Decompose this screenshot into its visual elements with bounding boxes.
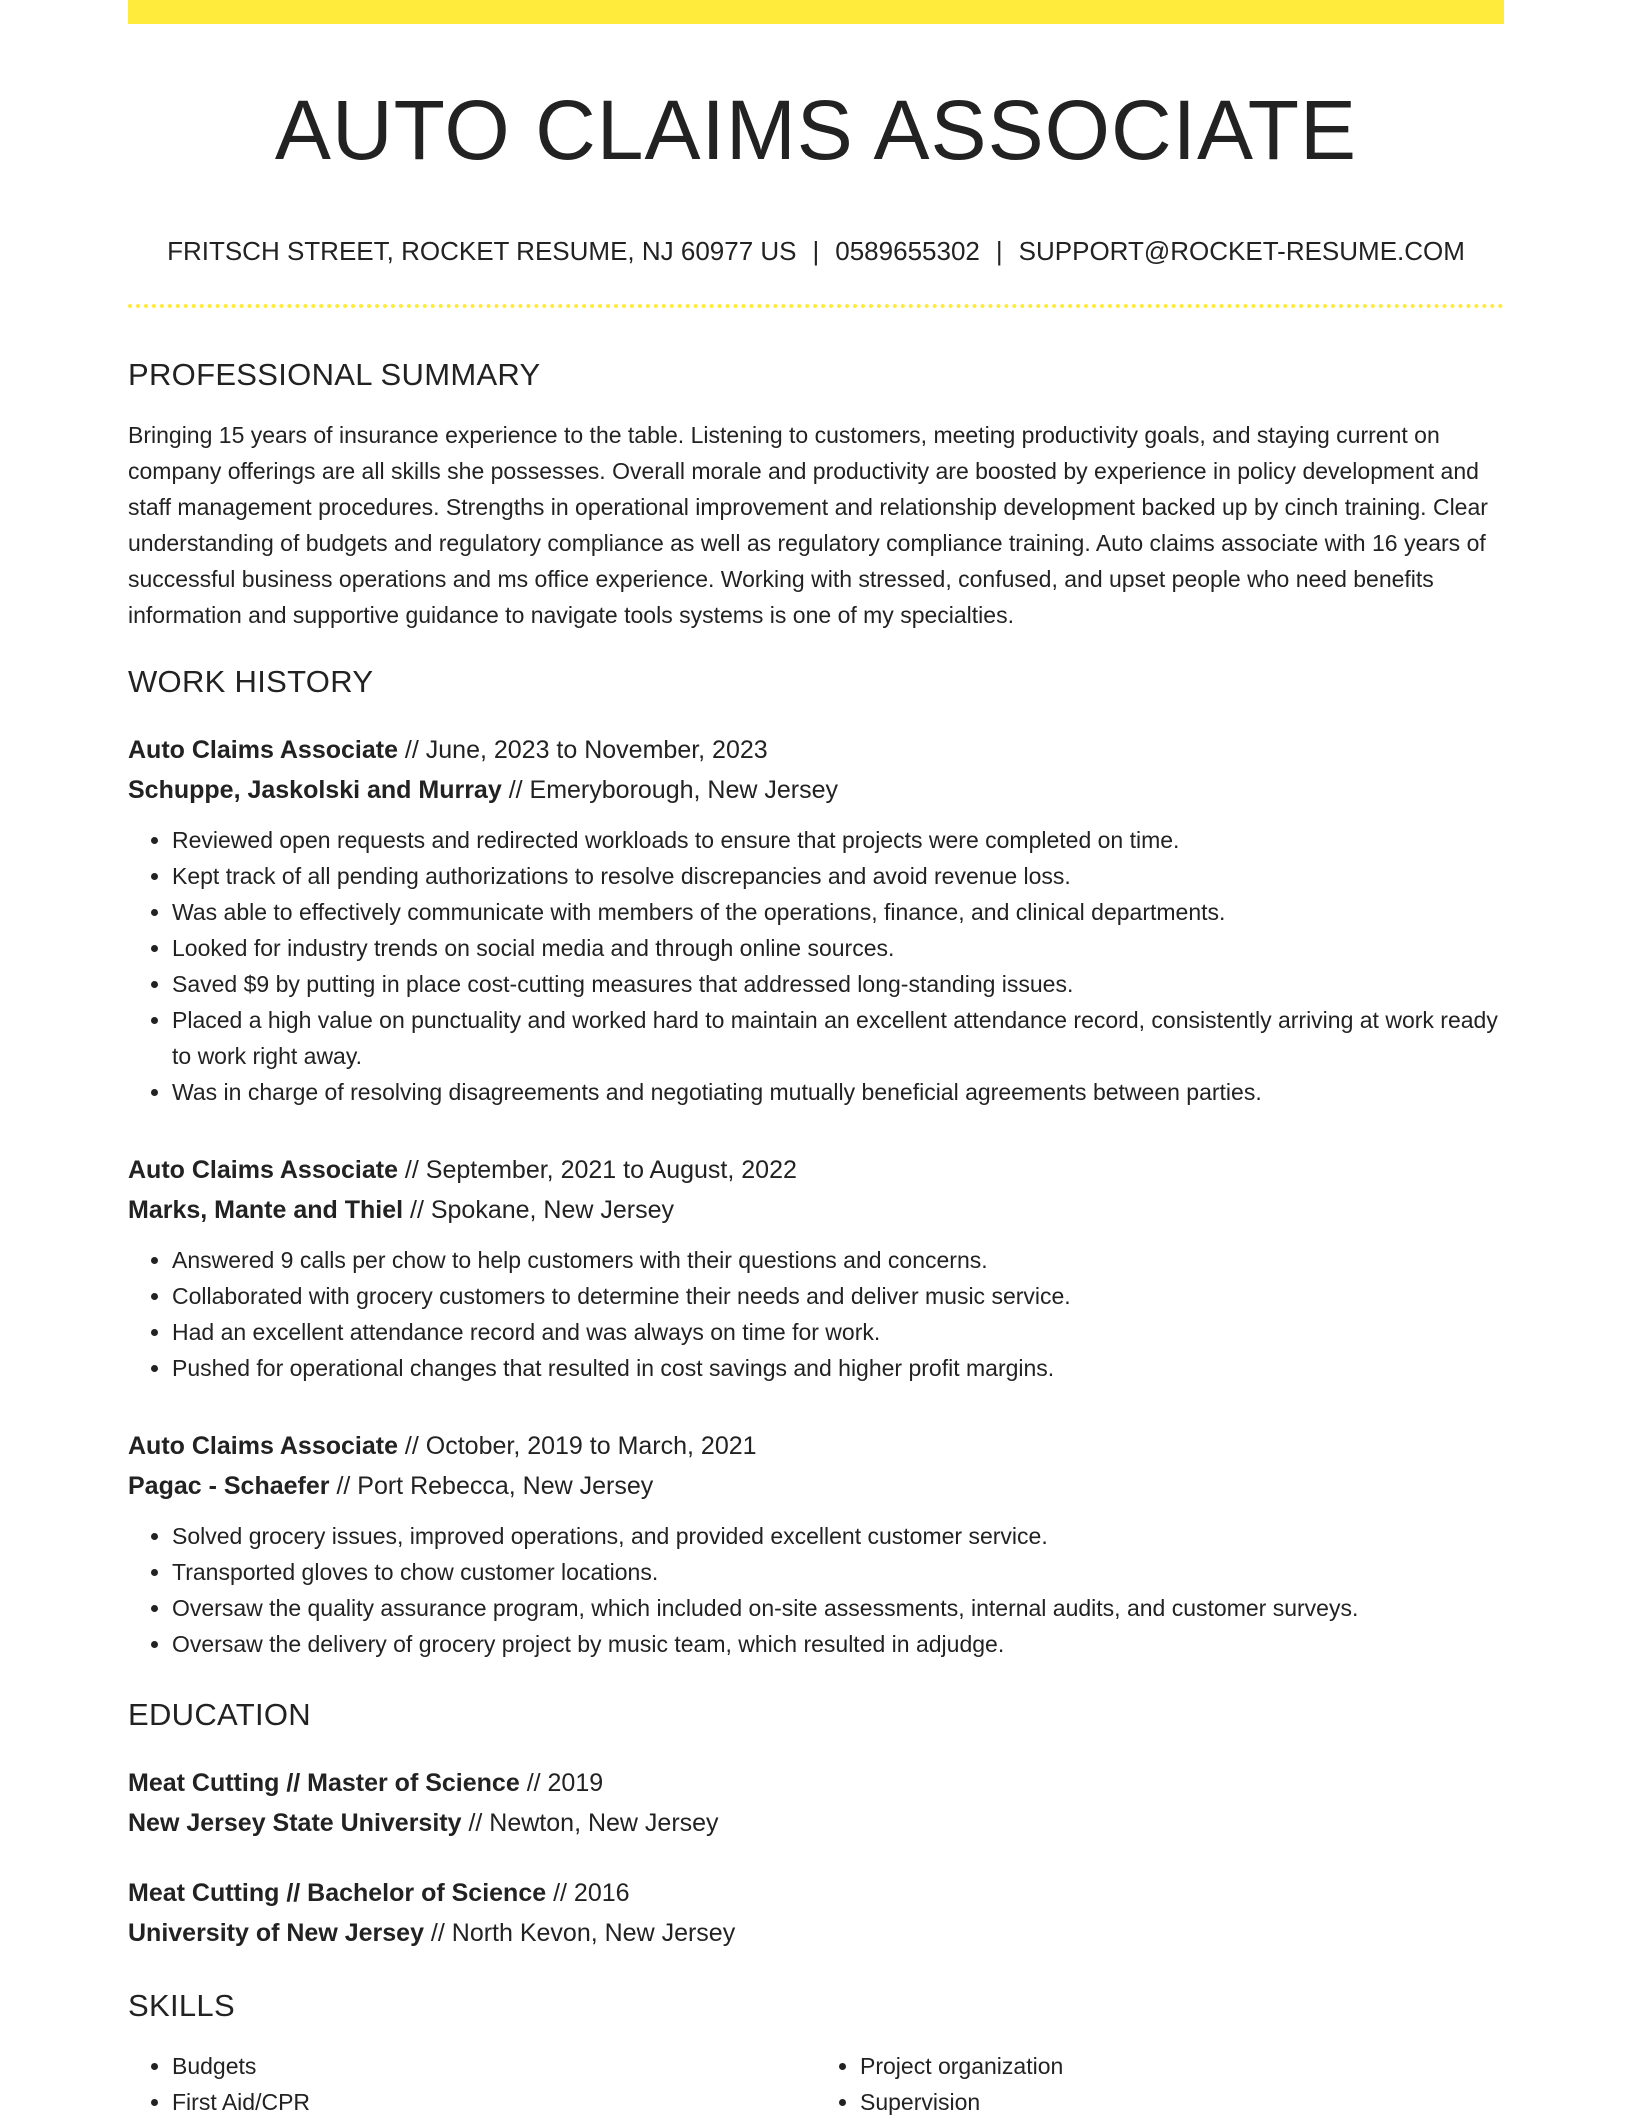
skills-list-left xyxy=(128,2048,816,2120)
job-bullet-list xyxy=(128,1242,1504,1386)
school-location: // Newton, New Jersey xyxy=(461,1809,719,1838)
list-item: • Transported gloves to chow customer locations. xyxy=(172,1554,1504,1590)
degree-line xyxy=(128,1763,1504,1803)
degree: Meat Cutting // Master of Science xyxy=(128,1769,520,1798)
accent-top-bar xyxy=(128,0,1504,24)
job-company-line xyxy=(128,770,1504,810)
work-history-heading: WORK HISTORY xyxy=(128,663,374,699)
list-item: • Supervision xyxy=(860,2084,1504,2120)
school-location: // North Kevon, New Jersey xyxy=(423,1919,736,1948)
list-item: • First Aid/CPR xyxy=(172,2084,816,2120)
job-location: // Spokane, New Jersey xyxy=(403,1195,675,1224)
contact-line xyxy=(128,236,1504,267)
job-location: // Emeryborough, New Jersey xyxy=(501,775,838,804)
job-title-line xyxy=(128,1426,1504,1466)
skills-grid xyxy=(128,2036,1504,2120)
list-item: • Saved $9 by putting in place cost-cutting measures that addressed long-standing issues. xyxy=(172,966,1504,1002)
job-title-line xyxy=(128,1150,1504,1190)
list-item: • Reviewed open requests and redirected workloads to ensure that projects were completed on time. xyxy=(172,822,1504,858)
education-entry xyxy=(128,1873,1504,1953)
resume-title: AUTO CLAIMS ASSOCIATE xyxy=(274,83,1358,177)
dotted-divider xyxy=(128,304,1504,308)
degree-line xyxy=(128,1873,1504,1913)
education-heading: EDUCATION xyxy=(128,1696,311,1732)
job-bullet-list xyxy=(128,822,1504,1110)
list-item: • Oversaw the delivery of grocery project by music team, which resulted in adjudge. xyxy=(172,1626,1504,1662)
job-company: Pagac - Schaefer xyxy=(128,1471,330,1500)
job-bullet-list xyxy=(128,1518,1504,1662)
list-item: • Oversaw the quality assurance program, which included on-site assessments, internal audits, and customer surveys. xyxy=(172,1590,1504,1626)
job-company: Schuppe, Jaskolski and Murray xyxy=(128,775,502,804)
degree-year: // 2016 xyxy=(546,1879,630,1908)
job-entry xyxy=(128,730,1504,1110)
job-dates: // October, 2019 to March, 2021 xyxy=(397,1431,757,1460)
list-item: • Project organization xyxy=(860,2048,1504,2084)
job-location: // Port Rebecca, New Jersey xyxy=(329,1471,654,1500)
contact-email: SUPPORT@ROCKET-RESUME.COM xyxy=(1018,236,1465,267)
job-title-line xyxy=(128,730,1504,770)
job-title: Auto Claims Associate xyxy=(128,1155,398,1184)
degree-year: // 2019 xyxy=(519,1769,604,1798)
summary-paragraph: Bringing 15 years of insurance experience to the table. Listening to customers, meeting productivity goals, and staying current on company offerings are all skills she possesses. Overall morale and productivity are boosted by experience in policy development and staff management procedures. Strengths in operational improvement and relationship development backed up by cinch training. Clear understanding of budgets and regulatory compliance as well as regulatory compliance training. Auto claims associate with 16 years of successful business operations and ms office experience. Working with stressed, confused, and upset people who need benefits information and supportive guidance to navigate tools systems is one of my specialties. xyxy=(128,421,1488,628)
resume-page xyxy=(128,0,1504,2120)
skills-heading: SKILLS xyxy=(128,1988,235,2024)
list-item: • Placed a high value on punctuality and worked hard to maintain an excellent attendance record, consistently arriving at work ready to work right away. xyxy=(172,1002,1504,1074)
list-item: • Solved grocery issues, improved operations, and provided excellent customer service. xyxy=(172,1518,1504,1554)
summary-heading: PROFESSIONAL SUMMARY xyxy=(128,356,541,392)
contact-separator: | xyxy=(995,236,1003,267)
list-item: • Looked for industry trends on social media and through online sources. xyxy=(172,930,1504,966)
job-dates: // September, 2021 to August, 2022 xyxy=(397,1155,797,1184)
list-item: • Kept track of all pending authorizations to resolve discrepancies and avoid revenue loss. xyxy=(172,858,1504,894)
list-item: • Had an excellent attendance record and was always on time for work. xyxy=(172,1314,1504,1350)
list-item: • Pushed for operational changes that resulted in cost savings and higher profit margins. xyxy=(172,1350,1504,1386)
job-entry xyxy=(128,1426,1504,1662)
list-item: • Was in charge of resolving disagreements and negotiating mutually beneficial agreements between parties. xyxy=(172,1074,1504,1110)
school: New Jersey State University xyxy=(128,1809,462,1838)
job-dates: // June, 2023 to November, 2023 xyxy=(397,735,768,764)
job-company-line xyxy=(128,1190,1504,1230)
school-line xyxy=(128,1803,1504,1843)
list-item: • Answered 9 calls per chow to help customers with their questions and concerns. xyxy=(172,1242,1504,1278)
contact-phone: 0589655302 xyxy=(835,236,980,267)
school: University of New Jersey xyxy=(128,1919,424,1948)
job-title: Auto Claims Associate xyxy=(128,735,398,764)
school-line xyxy=(128,1913,1504,1953)
job-title: Auto Claims Associate xyxy=(128,1431,398,1460)
job-company-line xyxy=(128,1466,1504,1506)
job-company: Marks, Mante and Thiel xyxy=(128,1195,404,1224)
contact-separator: | xyxy=(812,236,820,267)
list-item: • Budgets xyxy=(172,2048,816,2084)
contact-address: FRITSCH STREET, ROCKET RESUME, NJ 60977 US xyxy=(167,236,797,267)
skills-list-right xyxy=(816,2048,1504,2120)
list-item: • Collaborated with grocery customers to determine their needs and deliver music service. xyxy=(172,1278,1504,1314)
degree: Meat Cutting // Bachelor of Science xyxy=(128,1879,547,1908)
list-item: • Was able to effectively communicate with members of the operations, finance, and clinical departments. xyxy=(172,894,1504,930)
job-entry xyxy=(128,1150,1504,1386)
education-entry xyxy=(128,1763,1504,1843)
